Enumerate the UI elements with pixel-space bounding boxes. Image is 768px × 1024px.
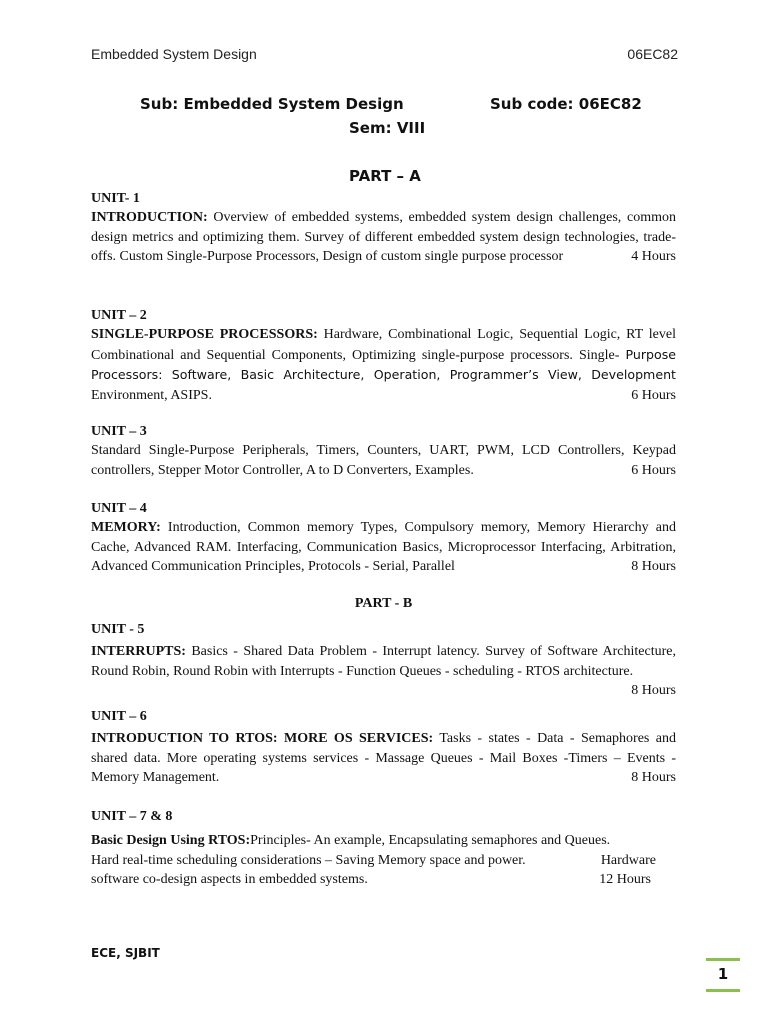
unit-4-hours: 8 Hours bbox=[631, 559, 676, 574]
unit-3-hours: 6 Hours bbox=[631, 462, 676, 478]
running-header-code: 06EC82 bbox=[627, 46, 678, 62]
unit-2-title: UNIT – 2 bbox=[91, 308, 147, 323]
unit-3 bbox=[91, 422, 676, 480]
unit-2-text: SINGLE-PURPOSE PROCESSORS: Hardware, Combinational Logic, Sequential Logic, RT level Combinational and Sequential Components, Optimizing single-purpose processors. Single- Purpose Processors: Software, Basic Architecture, Operation, Programmer’s View, Development Environment, ASIPS. 6 Hours bbox=[91, 325, 676, 405]
page-rule-bottom bbox=[706, 989, 740, 992]
unit-1-text: INTRODUCTION: Overview of embedded systems, embedded system design challenges, common design metrics and optimizing them. Survey of different embedded system design technologies, trade-offs. Custom Single-Purpose Processors, Design of custom single purpose processor 4 Hours bbox=[91, 208, 676, 267]
unit-5-title: UNIT - 5 bbox=[91, 622, 145, 637]
part-b-heading: PART - B bbox=[354, 596, 413, 611]
unit-6 bbox=[91, 707, 676, 788]
unit-1-title: UNIT- 1 bbox=[91, 191, 140, 206]
unit-7-8 bbox=[91, 807, 676, 890]
unit-4 bbox=[91, 499, 676, 577]
running-header-title: Embedded System Design bbox=[91, 46, 257, 62]
part-a-heading: PART – A bbox=[349, 167, 421, 185]
unit-7-8-title: UNIT – 7 & 8 bbox=[91, 809, 173, 824]
semester: Sem: VIII bbox=[349, 119, 426, 137]
unit-5-text: INTERRUPTS: Basics - Shared Data Problem - Interrupt latency. Survey of Software Architecture, Round Robin, Round Robin with Interrupts - Function Queues - scheduling - RTOS architecture. 8 Hours bbox=[91, 642, 676, 681]
unit-6-hours: 8 Hours bbox=[631, 770, 676, 785]
unit-5-hours: 8 Hours bbox=[631, 683, 676, 698]
unit-7-8-text: Basic Design Using RTOS:Principles- An example, Encapsulating semaphores and Queues. Hard real-time scheduling considerations – Saving Memory space and power. Hardware software co-design aspects in embedded systems. 12 Hours bbox=[91, 831, 656, 890]
unit-6-text: INTRODUCTION TO RTOS: MORE OS SERVICES: Tasks - states - Data - Semaphores and shared data. More operating systems services - Massage Queues - Mail Boxes -Timers – Events - Memory Management. 8 Hours bbox=[91, 729, 676, 788]
unit-2 bbox=[91, 306, 676, 405]
page-rule-top bbox=[706, 958, 740, 961]
unit-3-text: Standard Single-Purpose Peripherals, Timers, Counters, UART, PWM, LCD Controllers, Keypad controllers, Stepper Motor Controller, A to D Converters, Examples. 6 Hours bbox=[91, 441, 676, 480]
unit-1-hours: 4 Hours bbox=[631, 249, 676, 264]
unit-7-8-hours: 12 Hours bbox=[599, 872, 651, 887]
subject-title: Sub: Embedded System Design bbox=[140, 95, 404, 113]
page-number-box bbox=[706, 958, 740, 992]
footer-department: ECE, SJBIT bbox=[91, 946, 160, 960]
unit-4-text: MEMORY: Introduction, Common memory Types, Compulsory memory, Memory Hierarchy and Cache, Advanced RAM. Interfacing, Communication Basics, Microprocessor Interfacing, Arbitration, Advanced Communication Principles, Protocols - Serial, Parallel 8 Hours bbox=[91, 518, 676, 577]
unit-5 bbox=[91, 620, 676, 701]
unit-1 bbox=[91, 189, 676, 267]
unit-4-title: UNIT – 4 bbox=[91, 501, 147, 516]
subject-code: Sub code: 06EC82 bbox=[490, 95, 642, 113]
unit-3-title: UNIT – 3 bbox=[91, 424, 147, 439]
page-number: 1 bbox=[717, 965, 729, 983]
unit-2-hours: 6 Hours bbox=[631, 387, 676, 403]
unit-6-title: UNIT – 6 bbox=[91, 709, 147, 724]
